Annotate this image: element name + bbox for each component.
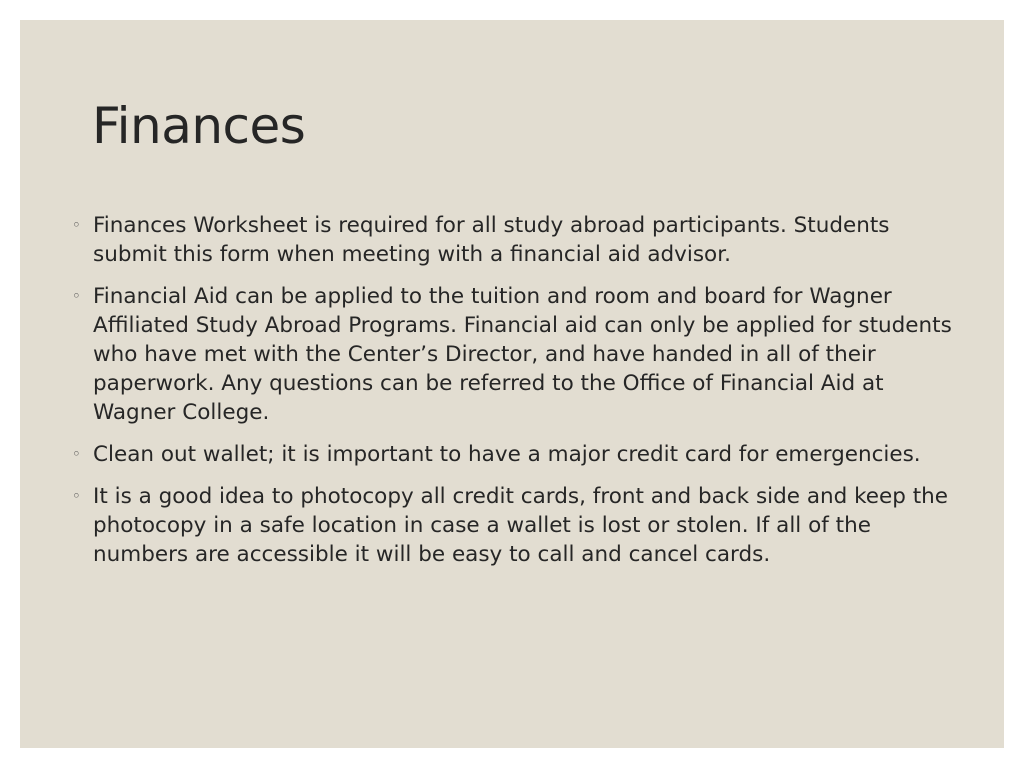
bullet-circle-icon: ◦	[72, 216, 81, 234]
bullet-circle-icon: ◦	[72, 287, 81, 305]
bullet-item	[72, 211, 952, 269]
bullet-item	[72, 440, 952, 469]
bullet-item	[72, 282, 952, 427]
bullet-text: Finances Worksheet is required for all study abroad participants. Students submit this form when meeting with a financial aid advisor.	[93, 213, 890, 267]
bullet-text: Financial Aid can be applied to the tuition and room and board for Wagner Affiliated Study Abroad Programs. Financial aid can only be applied for students who have met with the Center’s Director, and have handed in all of their paperwork. Any questions can be referred to the Office of Financial Aid at Wagner College.	[93, 284, 952, 425]
bullet-item	[72, 482, 952, 569]
bullet-circle-icon: ◦	[72, 487, 81, 505]
bullet-circle-icon: ◦	[72, 445, 81, 463]
bullet-list	[72, 211, 952, 582]
bullet-text: It is a good idea to photocopy all credit cards, front and back side and keep the photocopy in a safe location in case a wallet is lost or stolen. If all of the numbers are accessible it will be easy to call and cancel cards.	[93, 484, 949, 567]
slide	[20, 20, 1004, 748]
slide-title: Finances	[92, 97, 306, 155]
bullet-text: Clean out wallet; it is important to have a major credit card for emergencies.	[93, 442, 921, 467]
